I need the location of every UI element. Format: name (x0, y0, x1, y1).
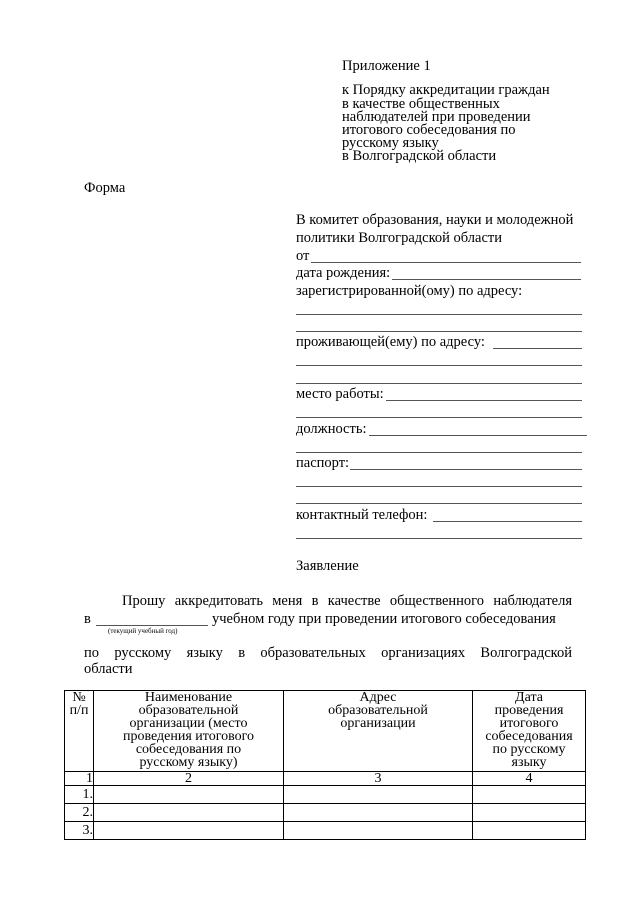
form-label: Форма (84, 180, 126, 196)
appendix-line: русскому языку (342, 135, 439, 151)
appendix-line: в Волгоградской области (342, 148, 497, 164)
residing-address-field-3[interactable] (296, 383, 582, 384)
passport-field-2[interactable] (296, 486, 582, 487)
appendix-line: итогового собеседования по (342, 122, 516, 138)
table-cell[interactable] (473, 786, 586, 804)
column-number: 2 (94, 772, 284, 786)
from-label: от (296, 248, 310, 264)
birth-date-field[interactable] (392, 279, 581, 280)
position-field-2[interactable] (296, 452, 582, 453)
registered-address-field-2[interactable] (296, 331, 582, 332)
header-number: № п/п (65, 691, 94, 772)
statement-line-4: области (84, 661, 133, 677)
position-field-1[interactable] (369, 435, 587, 436)
work-place-label: место работы: (296, 386, 384, 402)
statement-line-2-prefix: в (84, 611, 91, 627)
birth-date-label: дата рождения: (296, 265, 391, 281)
table-cell[interactable] (473, 804, 586, 822)
registered-address-label: зарегистрированной(ому) по адресу: (296, 283, 523, 299)
column-number: 1 (65, 772, 94, 786)
position-label: должность: (296, 421, 367, 437)
residing-address-field-1[interactable] (493, 348, 582, 349)
observer-table (64, 690, 586, 840)
statement-line-2-suffix: учебном году при проведении итогового собеседования (212, 611, 556, 627)
passport-field-3[interactable] (296, 503, 582, 504)
header-interview-date: Дата проведения итогового собеседования по русскому языку (473, 691, 586, 772)
passport-field-1[interactable] (350, 469, 582, 470)
passport-label: паспорт: (296, 455, 350, 471)
academic-year-hint: (текущий учебный год) (108, 627, 178, 635)
academic-year-field[interactable] (96, 625, 208, 626)
header-organization-address: Адрес образовательной организации (284, 691, 473, 772)
work-place-field-1[interactable] (386, 400, 582, 401)
table-cell[interactable] (284, 822, 473, 840)
statement-title: Заявление (296, 558, 359, 574)
column-number: 3 (284, 772, 473, 786)
header-organization-name: Наименование образовательной организации (место проведения итогового собеседования по русскому языку) (94, 691, 284, 772)
appendix-title: Приложение 1 (342, 58, 431, 74)
residing-address-label: проживающей(ему) по адресу: (296, 334, 485, 350)
statement-line-1: Прошу аккредитовать меня в качестве общественного наблюдателя (122, 593, 572, 609)
row-number: 3. (65, 822, 94, 840)
addressee-line-1: В комитет образования, науки и молодежной (296, 212, 574, 228)
appendix-line: к Порядку аккредитации граждан (342, 82, 550, 98)
appendix-line: в качестве общественных (342, 96, 500, 112)
from-field[interactable] (311, 262, 581, 263)
table-cell[interactable] (284, 804, 473, 822)
phone-label: контактный телефон: (296, 507, 428, 523)
table-header-row (65, 691, 586, 772)
addressee-line-2: политики Волгоградской области (296, 230, 503, 246)
phone-field-2[interactable] (296, 538, 582, 539)
row-number: 2. (65, 804, 94, 822)
table-row (65, 804, 586, 822)
statement-line-3: по русскому языку в образовательных организациях Волгоградской (84, 645, 572, 661)
table-cell[interactable] (94, 804, 284, 822)
table-row (65, 822, 586, 840)
table-numbers-row (65, 772, 586, 786)
work-place-field-2[interactable] (296, 417, 582, 418)
table-cell[interactable] (94, 822, 284, 840)
residing-address-field-2[interactable] (296, 365, 582, 366)
appendix-line: наблюдателей при проведении (342, 109, 531, 125)
table-cell[interactable] (94, 786, 284, 804)
table-cell[interactable] (473, 822, 586, 840)
registered-address-field-1[interactable] (296, 314, 582, 315)
table-cell[interactable] (284, 786, 473, 804)
row-number: 1. (65, 786, 94, 804)
table-row (65, 786, 586, 804)
column-number: 4 (473, 772, 586, 786)
phone-field-1[interactable] (433, 521, 582, 522)
